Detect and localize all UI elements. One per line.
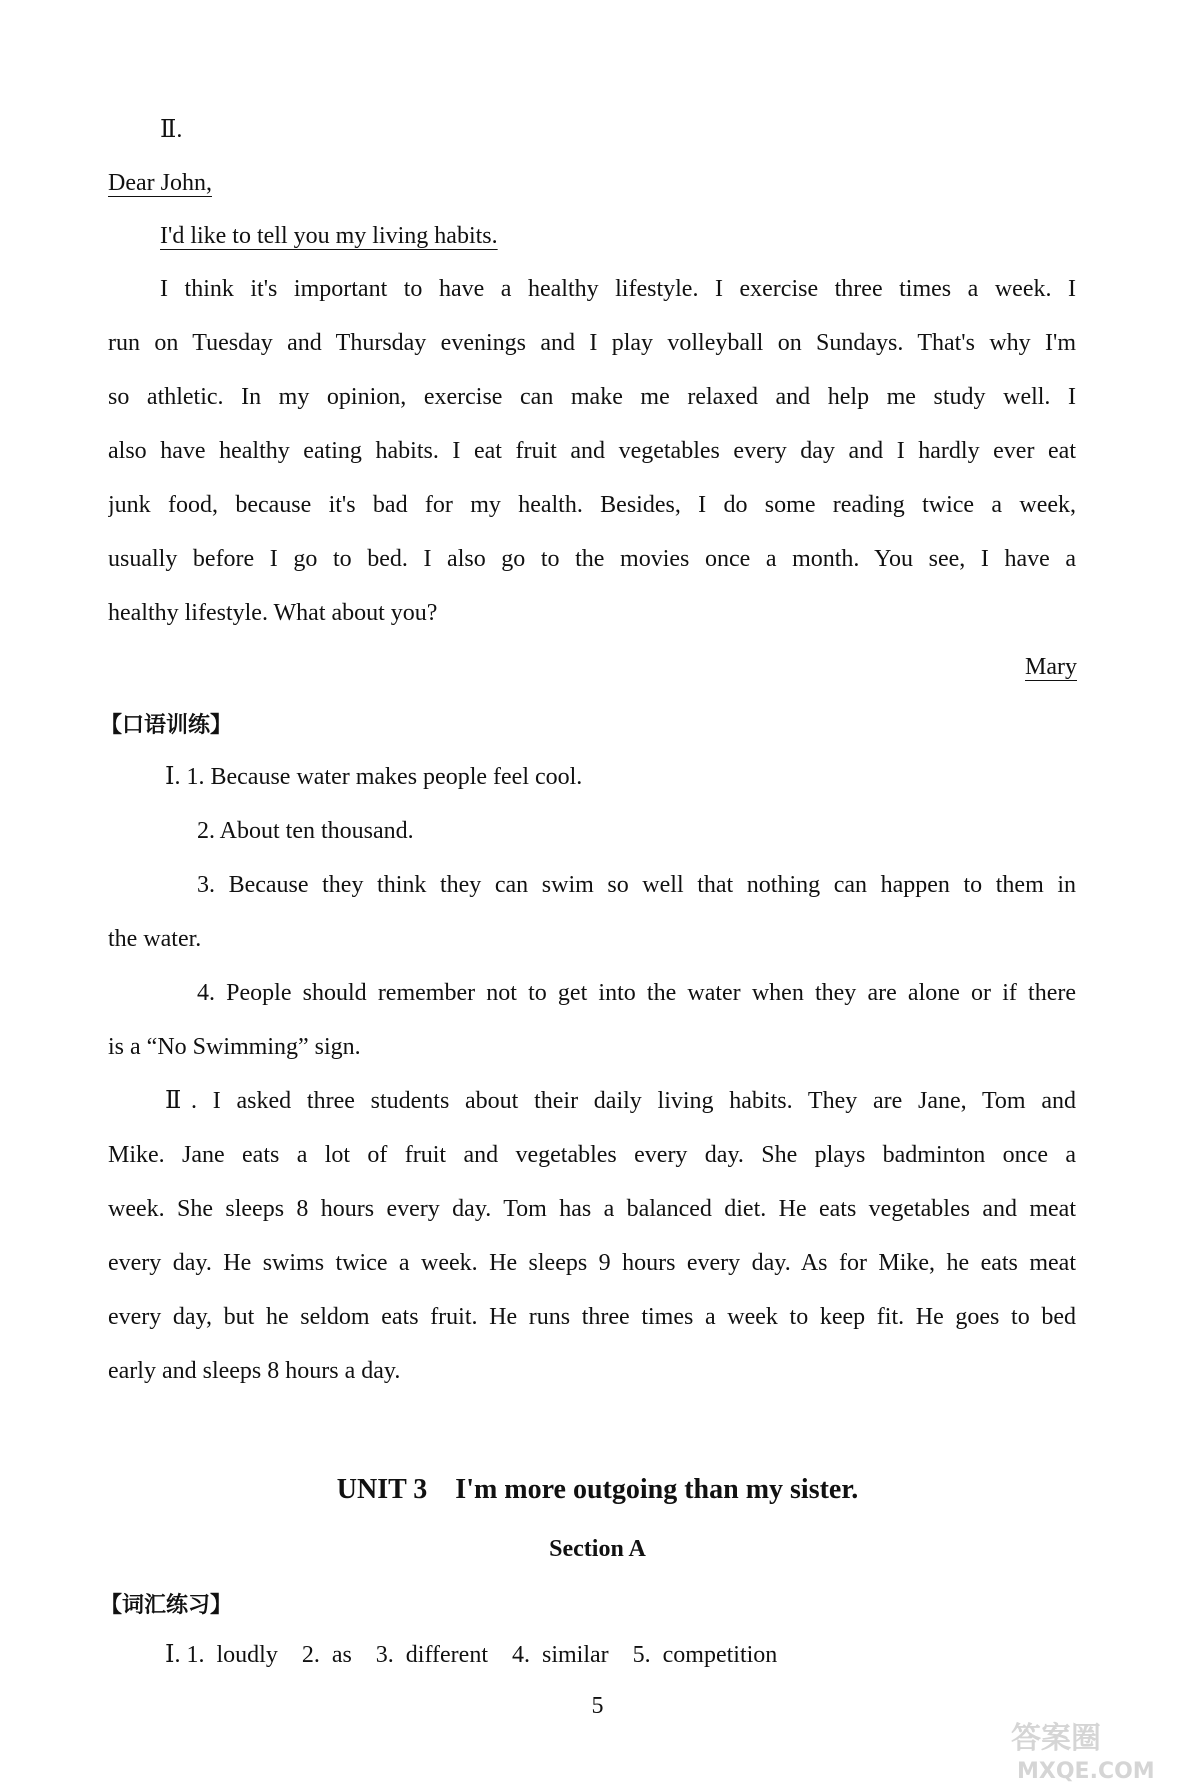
letter-signature: Mary <box>1025 654 1077 680</box>
letter-body-line: also have healthy eating habits. I eat fruit and vegetables every day and I hardly ever eat <box>108 438 1076 464</box>
oral-item: 3. Because they think they can swim so well that nothing can happen to them in <box>197 872 1076 898</box>
watermark-text: 答案圈 <box>1011 1721 1101 1756</box>
section-title: Section A <box>549 1536 646 1562</box>
letter-body-line: healthy lifestyle. What about you? <box>108 600 438 626</box>
oral-part2-line: every day, but he seldom eats fruit. He runs three times a week to keep fit. He goes to bed <box>108 1304 1076 1330</box>
page-number: 5 <box>591 1693 604 1719</box>
svg-text:MXQE.COM: MXQE.COM <box>1017 1759 1155 1784</box>
oral-part2-line: week. She sleeps 8 hours every day. Tom has a balanced diet. He eats vegetables and meat <box>108 1196 1076 1222</box>
oral-item: is a “No Swimming” sign. <box>108 1034 361 1060</box>
vocab-answers: Ⅰ. 1. loudly 2. as 3. different 4. similar 5. competition <box>165 1642 778 1668</box>
letter-body-line: I think it's important to have a healthy lifestyle. I exercise three times a week. I <box>160 276 1076 302</box>
vocab-practice-heading: 【词汇练习】 <box>100 1593 233 1618</box>
letter-opening: I'd like to tell you my living habits. <box>160 223 498 249</box>
oral-practice-heading: 【口语训练】 <box>100 713 233 738</box>
oral-item: Ⅰ. 1. Because water makes people feel cool. <box>165 764 583 790</box>
letter-body-line: so athletic. In my opinion, exercise can make me relaxed and help me study well. I <box>108 384 1076 410</box>
oral-part2-line: early and sleeps 8 hours a day. <box>108 1358 401 1384</box>
letter-body-line: junk food, because it's bad for my health. Besides, I do some reading twice a week, <box>108 492 1076 518</box>
letter-body-line: usually before I go to bed. I also go to the movies once a month. You see, I have a <box>108 546 1076 572</box>
watermark-logo <box>1003 1714 1183 1784</box>
letter-body-line: run on Tuesday and Thursday evenings and I play volleyball on Sundays. That's why I'm <box>108 330 1076 356</box>
oral-item: 4. People should remember not to get into the water when they are alone or if there <box>197 980 1076 1006</box>
letter-numeral: Ⅱ. <box>160 117 183 143</box>
letter-salutation: Dear John, <box>108 170 212 196</box>
oral-part2-line: Ⅱ. I asked three students about their daily living habits. They are Jane, Tom and <box>165 1088 1076 1114</box>
oral-part2-line: Mike. Jane eats a lot of fruit and vegetables every day. She plays badminton once a <box>108 1142 1076 1168</box>
oral-item: 2. About ten thousand. <box>197 818 414 844</box>
unit-title: UNIT 3 I'm more outgoing than my sister. <box>336 1474 859 1505</box>
oral-part2-line: every day. He swims twice a week. He sleeps 9 hours every day. As for Mike, he eats meat <box>108 1250 1076 1276</box>
oral-item: the water. <box>108 926 202 952</box>
